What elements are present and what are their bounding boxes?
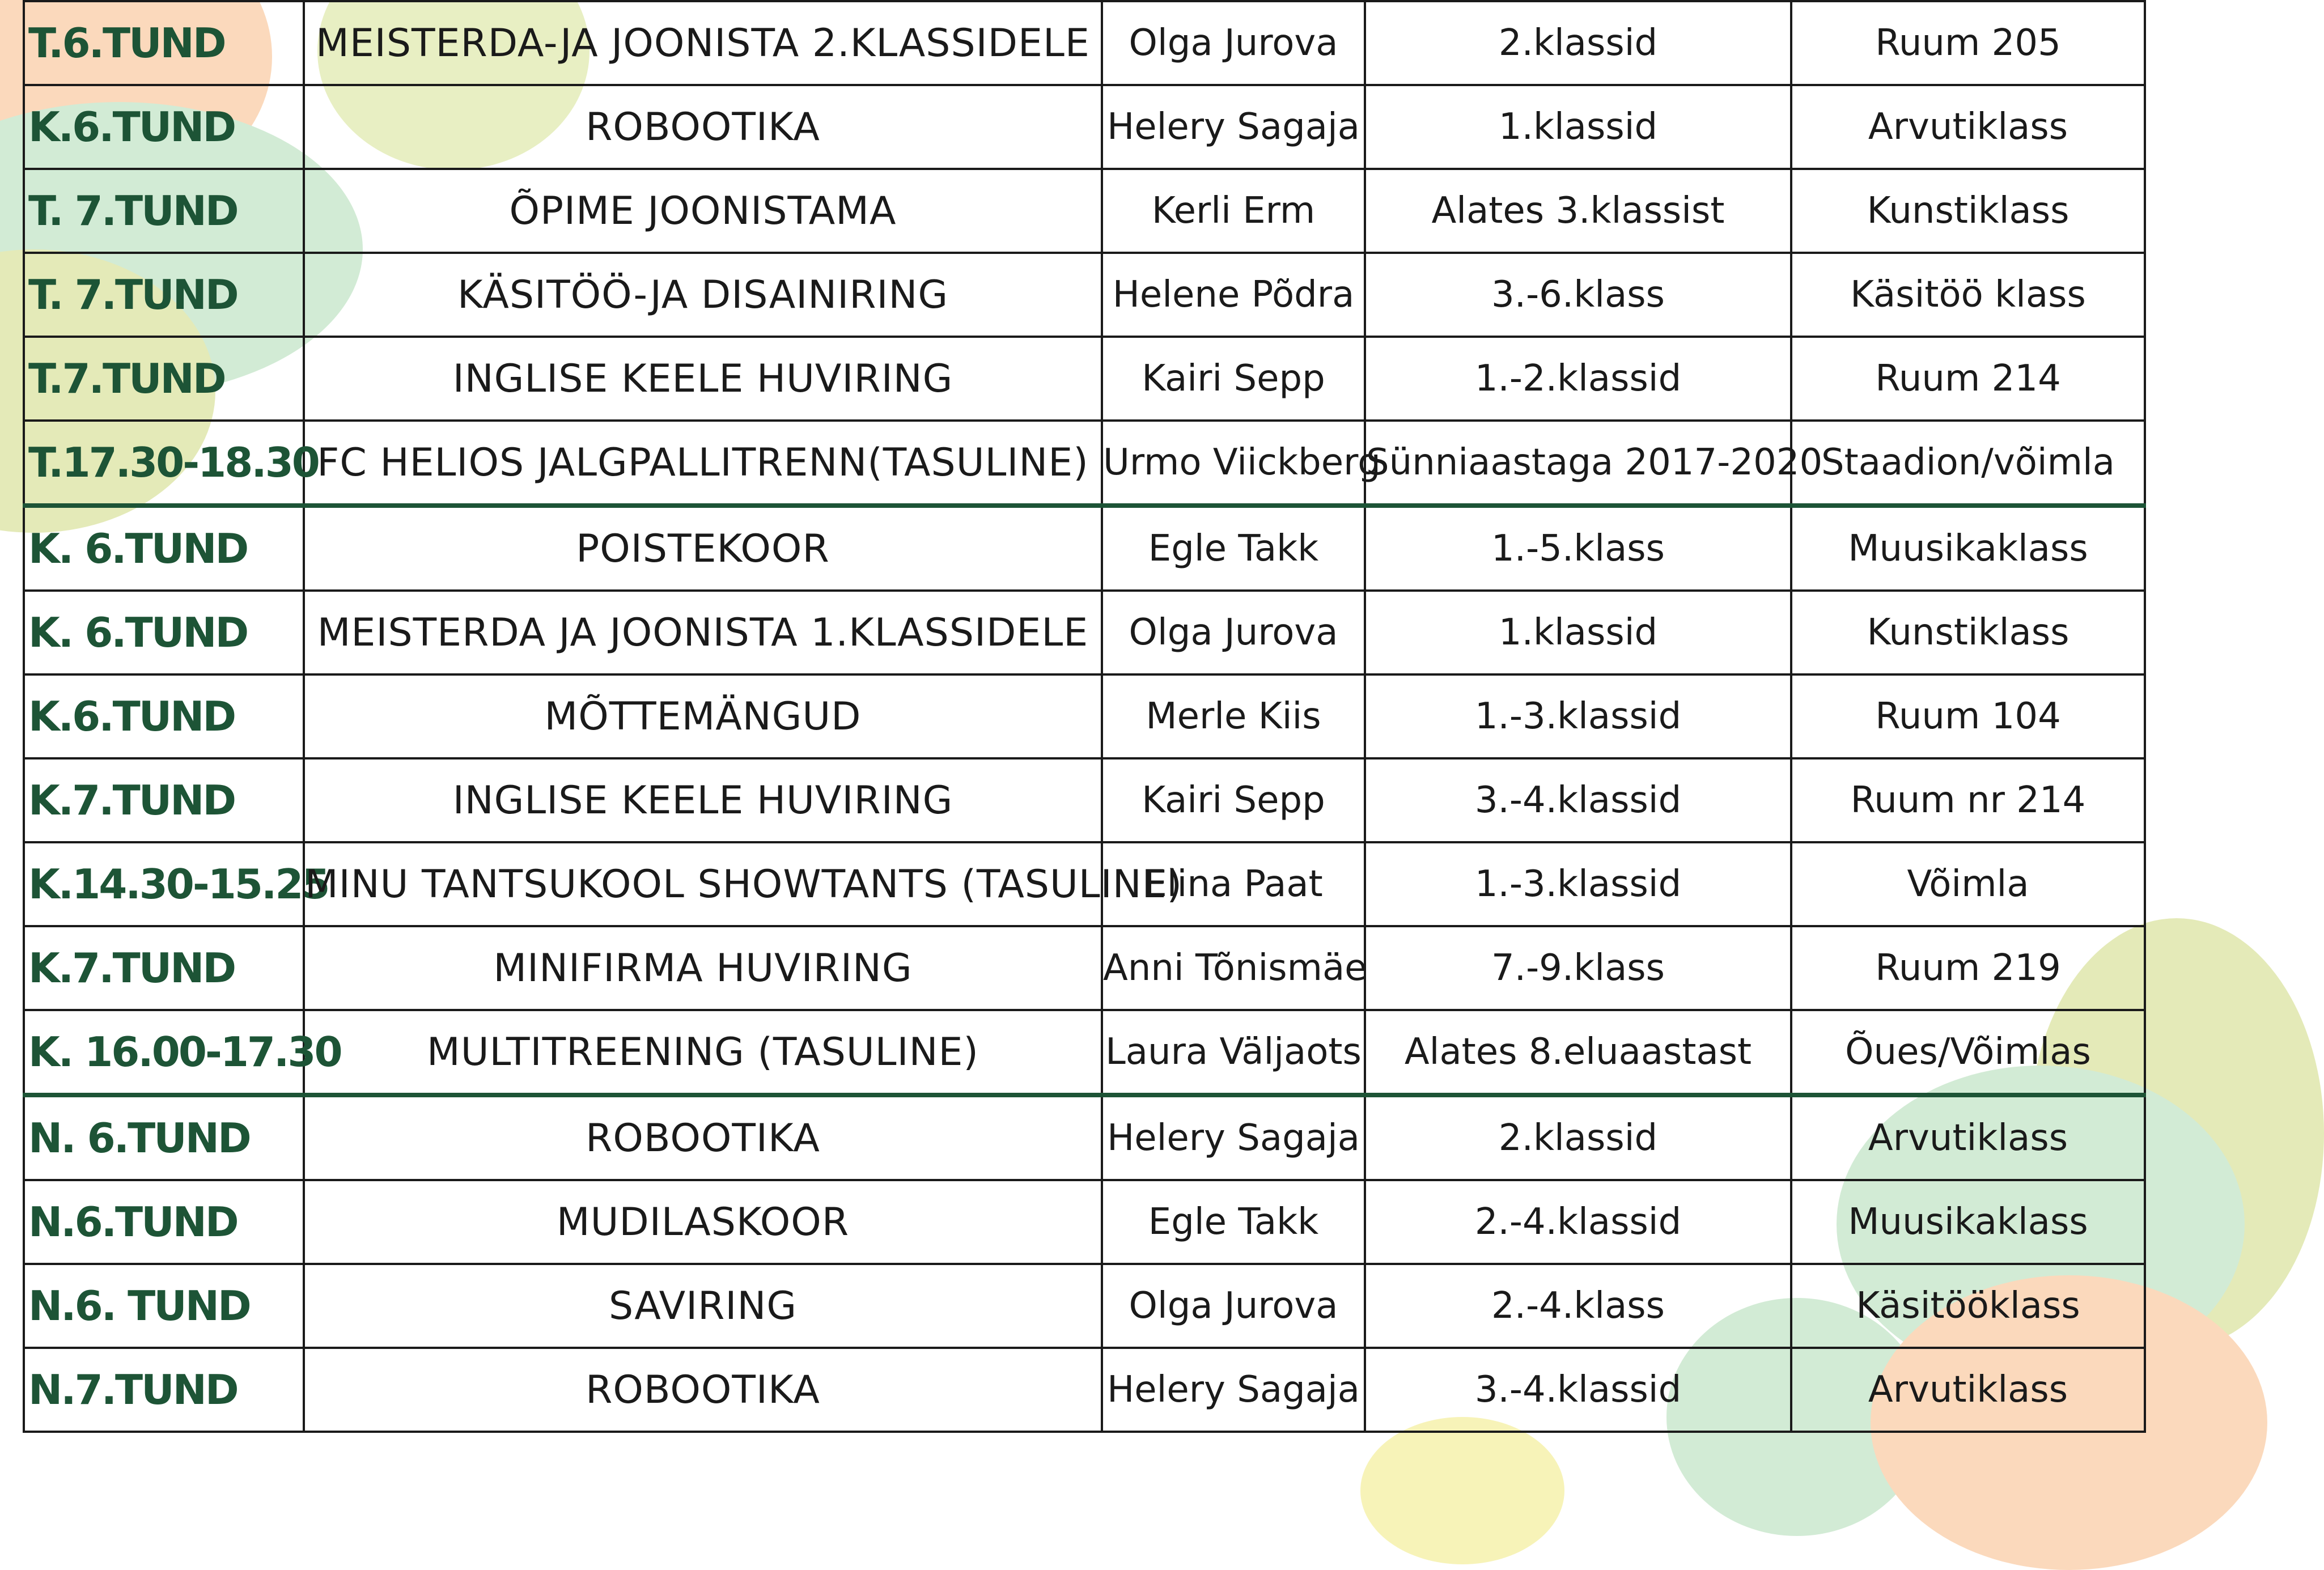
room-cell: Ruum 214 [1791, 337, 2145, 421]
schedule-row [24, 421, 2145, 506]
schedule-row [24, 1264, 2145, 1348]
target-group-cell: 2.klassid [1365, 1, 1791, 85]
room-cell: Ruum nr 214 [1791, 758, 2145, 842]
target-group-cell: 2.-4.klass [1365, 1264, 1791, 1348]
teacher-cell: Helery Sagaja [1102, 1348, 1365, 1432]
schedule-row [24, 1180, 2145, 1264]
teacher-cell: Kerli Erm [1102, 169, 1365, 253]
activity-name-cell: INGLISE KEELE HUVIRING [304, 337, 1102, 421]
activity-schedule-table [23, 0, 2146, 1433]
teacher-cell: Urmo Viickberg [1102, 421, 1365, 506]
room-cell: Muusikaklass [1791, 506, 2145, 591]
target-group-cell: 1.-3.klassid [1365, 842, 1791, 926]
target-group-cell: 3.-4.klassid [1365, 1348, 1791, 1432]
teacher-cell: Elina Paat [1102, 842, 1365, 926]
day-time-cell: T.17.30-18.30 [24, 421, 304, 506]
activity-name-cell: ÕPIME JOONISTAMA [304, 169, 1102, 253]
target-group-cell: 3.-4.klassid [1365, 758, 1791, 842]
room-cell: Ruum 219 [1791, 926, 2145, 1010]
schedule-row [24, 842, 2145, 926]
day-time-cell: K.7.TUND [24, 926, 304, 1010]
day-time-cell: K. 6.TUND [24, 591, 304, 674]
activity-name-cell: MUDILASKOOR [304, 1180, 1102, 1264]
day-time-cell: T. 7.TUND [24, 253, 304, 337]
day-time-cell: T.6.TUND [24, 1, 304, 85]
room-cell: Õues/Võimlas [1791, 1010, 2145, 1095]
day-time-cell: K. 6.TUND [24, 506, 304, 591]
activity-name-cell: MINIFIRMA HUVIRING [304, 926, 1102, 1010]
teacher-cell: Helene Põdra [1102, 253, 1365, 337]
target-group-cell: 7.-9.klass [1365, 926, 1791, 1010]
target-group-cell: 1.klassid [1365, 85, 1791, 169]
activity-name-cell: ROBOOTIKA [304, 1095, 1102, 1180]
schedule-row [24, 926, 2145, 1010]
schedule-row [24, 1, 2145, 85]
target-group-cell: 1.-2.klassid [1365, 337, 1791, 421]
teacher-cell: Egle Takk [1102, 506, 1365, 591]
schedule-row [24, 337, 2145, 421]
target-group-cell: 1.klassid [1365, 591, 1791, 674]
day-time-cell: K.6.TUND [24, 674, 304, 758]
room-cell: Kunstiklass [1791, 591, 2145, 674]
room-cell: Võimla [1791, 842, 2145, 926]
activity-name-cell: KÄSITÖÖ-JA DISAINIRING [304, 253, 1102, 337]
room-cell: Ruum 104 [1791, 674, 2145, 758]
target-group-cell: Alates 8.eluaastast [1365, 1010, 1791, 1095]
target-group-cell: 1.-5.klass [1365, 506, 1791, 591]
activity-name-cell: MEISTERDA-JA JOONISTA 2.KLASSIDELE [304, 1, 1102, 85]
room-cell: Arvutiklass [1791, 1095, 2145, 1180]
day-time-cell: T.7.TUND [24, 337, 304, 421]
activity-name-cell: POISTEKOOR [304, 506, 1102, 591]
activity-name-cell: SAVIRING [304, 1264, 1102, 1348]
activity-name-cell: INGLISE KEELE HUVIRING [304, 758, 1102, 842]
teacher-cell: Kairi Sepp [1102, 337, 1365, 421]
teacher-cell: Kairi Sepp [1102, 758, 1365, 842]
room-cell: Muusikaklass [1791, 1180, 2145, 1264]
room-cell: Käsitöö klass [1791, 253, 2145, 337]
room-cell: Ruum 205 [1791, 1, 2145, 85]
activity-name-cell: MULTITREENING (TASULINE) [304, 1010, 1102, 1095]
schedule-row [24, 758, 2145, 842]
schedule-row [24, 506, 2145, 591]
teacher-cell: Olga Jurova [1102, 591, 1365, 674]
day-time-cell: N.6.TUND [24, 1180, 304, 1264]
schedule-row [24, 85, 2145, 169]
room-cell: Käsitööklass [1791, 1264, 2145, 1348]
schedule-row [24, 674, 2145, 758]
day-time-cell: N.7.TUND [24, 1348, 304, 1432]
day-time-cell: K.6.TUND [24, 85, 304, 169]
day-time-cell: K. 16.00-17.30 [24, 1010, 304, 1095]
activity-name-cell: MINU TANTSUKOOL SHOWTANTS (TASULINE) [304, 842, 1102, 926]
teacher-cell: Egle Takk [1102, 1180, 1365, 1264]
schedule-row [24, 1348, 2145, 1432]
day-time-cell: T. 7.TUND [24, 169, 304, 253]
target-group-cell: 2.-4.klassid [1365, 1180, 1791, 1264]
activity-name-cell: FC HELIOS JALGPALLITRENN(TASULINE) [304, 421, 1102, 506]
schedule-row [24, 1095, 2145, 1180]
day-time-cell: K.14.30-15.25 [24, 842, 304, 926]
target-group-cell: 1.-3.klassid [1365, 674, 1791, 758]
teacher-cell: Olga Jurova [1102, 1264, 1365, 1348]
day-time-cell: K.7.TUND [24, 758, 304, 842]
schedule-row [24, 169, 2145, 253]
day-time-cell: N.6. TUND [24, 1264, 304, 1348]
activity-name-cell: MEISTERDA JA JOONISTA 1.KLASSIDELE [304, 591, 1102, 674]
activity-name-cell: ROBOOTIKA [304, 1348, 1102, 1432]
teacher-cell: Laura Väljaots [1102, 1010, 1365, 1095]
teacher-cell: Anni Tõnismäe [1102, 926, 1365, 1010]
teacher-cell: Helery Sagaja [1102, 1095, 1365, 1180]
schedule-row [24, 1010, 2145, 1095]
target-group-cell: 3.-6.klass [1365, 253, 1791, 337]
teacher-cell: Olga Jurova [1102, 1, 1365, 85]
schedule-row [24, 253, 2145, 337]
day-time-cell: N. 6.TUND [24, 1095, 304, 1180]
schedule-body [24, 1, 2145, 1432]
decor-blob-yellow-bottom [1360, 1417, 1564, 1564]
target-group-cell: Sünniaastaga 2017-2020 [1365, 421, 1791, 506]
target-group-cell: 2.klassid [1365, 1095, 1791, 1180]
target-group-cell: Alates 3.klassist [1365, 169, 1791, 253]
room-cell: Arvutiklass [1791, 1348, 2145, 1432]
room-cell: Arvutiklass [1791, 85, 2145, 169]
activity-name-cell: ROBOOTIKA [304, 85, 1102, 169]
room-cell: Kunstiklass [1791, 169, 2145, 253]
activity-name-cell: MÕTTEMÄNGUD [304, 674, 1102, 758]
teacher-cell: Merle Kiis [1102, 674, 1365, 758]
schedule-row [24, 591, 2145, 674]
room-cell: Staadion/võimla [1791, 421, 2145, 506]
teacher-cell: Helery Sagaja [1102, 85, 1365, 169]
